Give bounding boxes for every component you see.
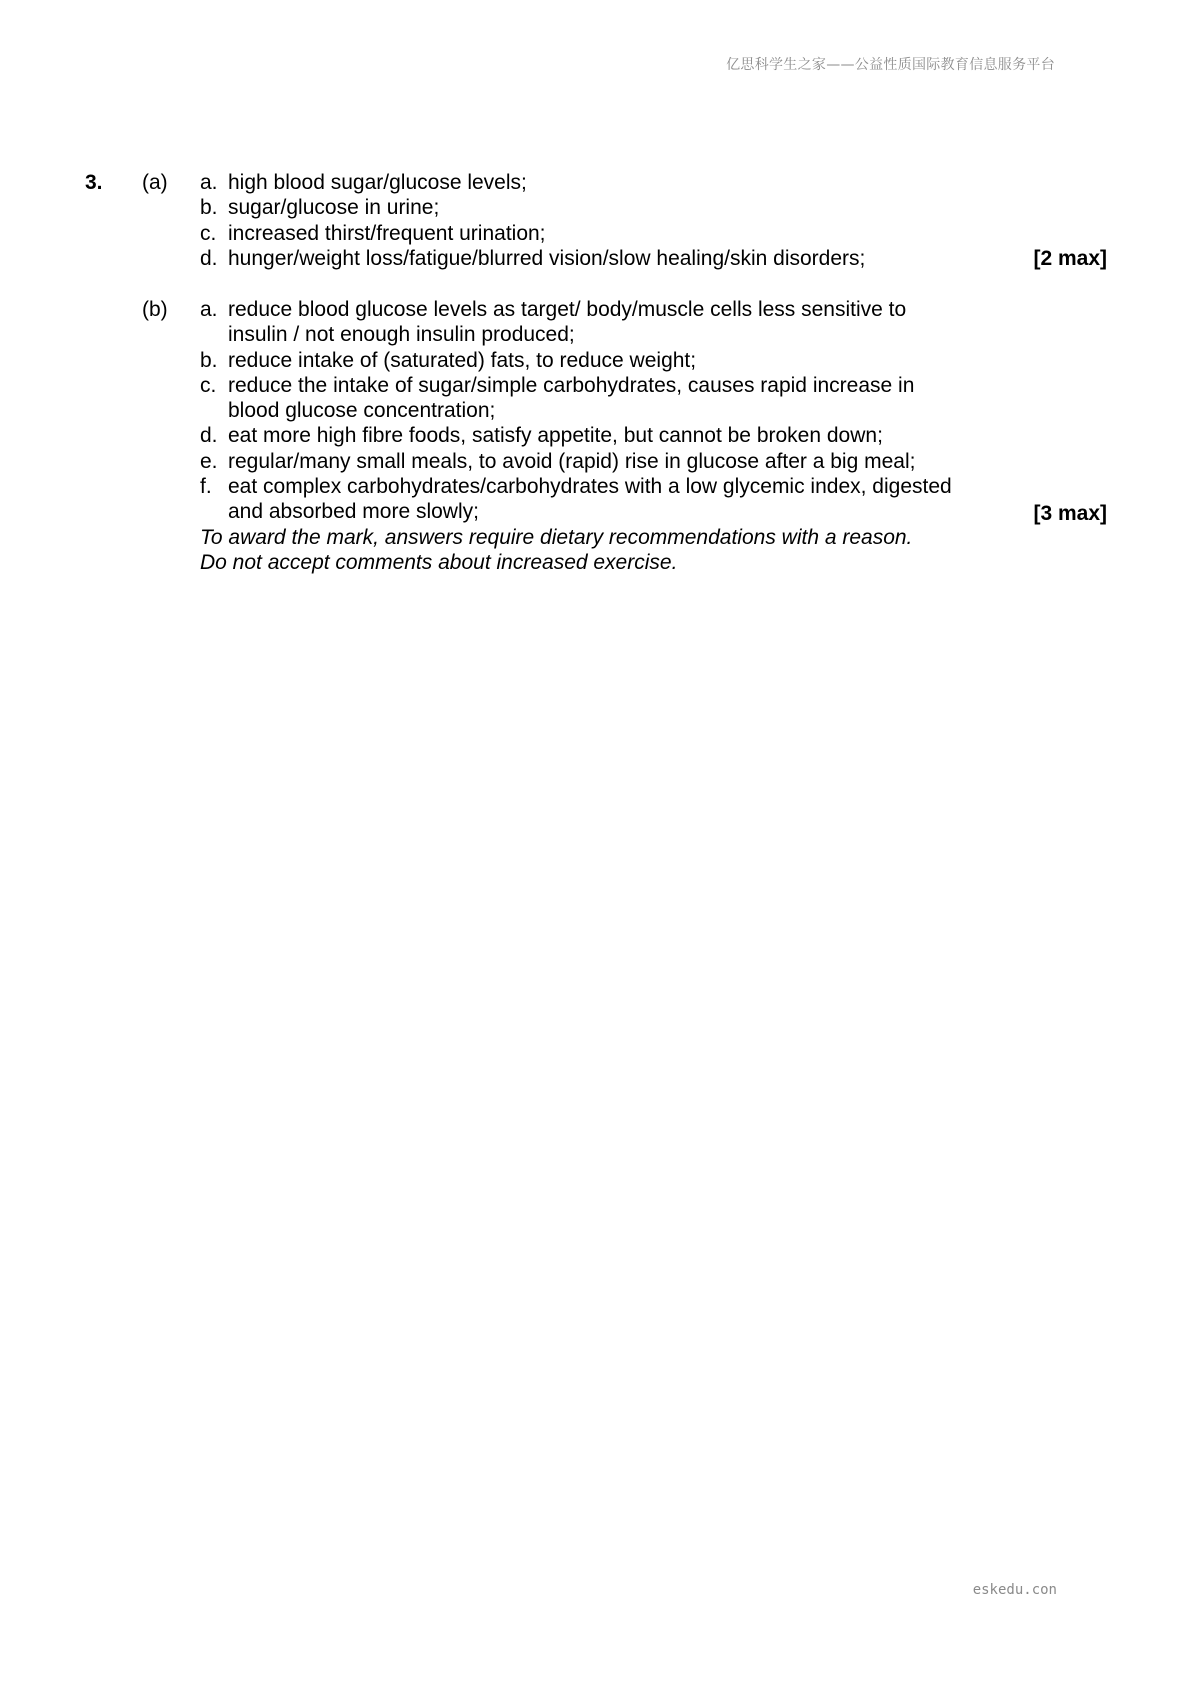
footer-watermark: eskedu.con: [972, 1582, 1057, 1598]
item-letter: a.: [200, 171, 218, 194]
item-text: reduce blood glucose levels as target/ body/muscle cells less sensitive to insulin / not enough insulin produced;: [228, 298, 907, 347]
item-text: hunger/weight loss/fatigue/blurred vision/slow healing/skin disorders;: [228, 246, 866, 270]
list-item: [200, 373, 960, 424]
item-text: reduce the intake of sugar/simple carbohydrates, causes rapid increase in blood glucose concentration;: [228, 373, 915, 423]
list-item: [200, 221, 960, 246]
list-item: [200, 348, 960, 373]
list-item: [200, 449, 960, 474]
item-text: high blood sugar/glucose levels;: [228, 171, 527, 194]
item-letter: f.: [200, 475, 212, 499]
part-b-marks: [3 max]: [1033, 502, 1107, 525]
list-item: [200, 423, 960, 448]
item-letter: d.: [200, 424, 218, 448]
question-number: 3.: [85, 171, 103, 194]
list-item: [200, 246, 960, 271]
item-letter: b.: [200, 196, 218, 220]
item-text: regular/many small meals, to avoid (rapid) rise in glucose after a big meal;: [228, 449, 916, 473]
part-b-answer-list: [200, 297, 960, 575]
item-text: increased thirst/frequent urination;: [228, 221, 546, 245]
item-letter: d.: [200, 246, 218, 270]
item-letter: a.: [200, 298, 218, 321]
part-b-label: (b): [142, 298, 168, 321]
item-text: eat more high fibre foods, satisfy appetite, but cannot be broken down;: [228, 424, 883, 448]
item-letter: c.: [200, 221, 217, 245]
list-item: [200, 195, 960, 220]
item-letter: b.: [200, 348, 218, 372]
item-letter: e.: [200, 449, 218, 473]
part-a-label: (a): [142, 171, 168, 194]
header-watermark: 亿思科学生之家——公益性质国际教育信息服务平台: [726, 57, 1055, 73]
part-a-marks: [2 max]: [1033, 247, 1107, 270]
item-text: sugar/glucose in urine;: [228, 196, 440, 220]
list-item: [200, 170, 960, 195]
marking-note: Do not accept comments about increased exercise.: [200, 550, 678, 574]
item-text: reduce intake of (saturated) fats, to reduce weight;: [228, 348, 697, 372]
list-item: [200, 297, 960, 348]
item-letter: c.: [200, 373, 217, 397]
item-text: eat complex carbohydrates/carbohydrates with a low glycemic index, digested and absorbed more slowly;: [228, 475, 952, 524]
marking-note: To award the mark, answers require dietary recommendations with a reason.: [200, 525, 913, 549]
part-a-answer-list: [200, 170, 960, 271]
list-item: [200, 474, 960, 525]
